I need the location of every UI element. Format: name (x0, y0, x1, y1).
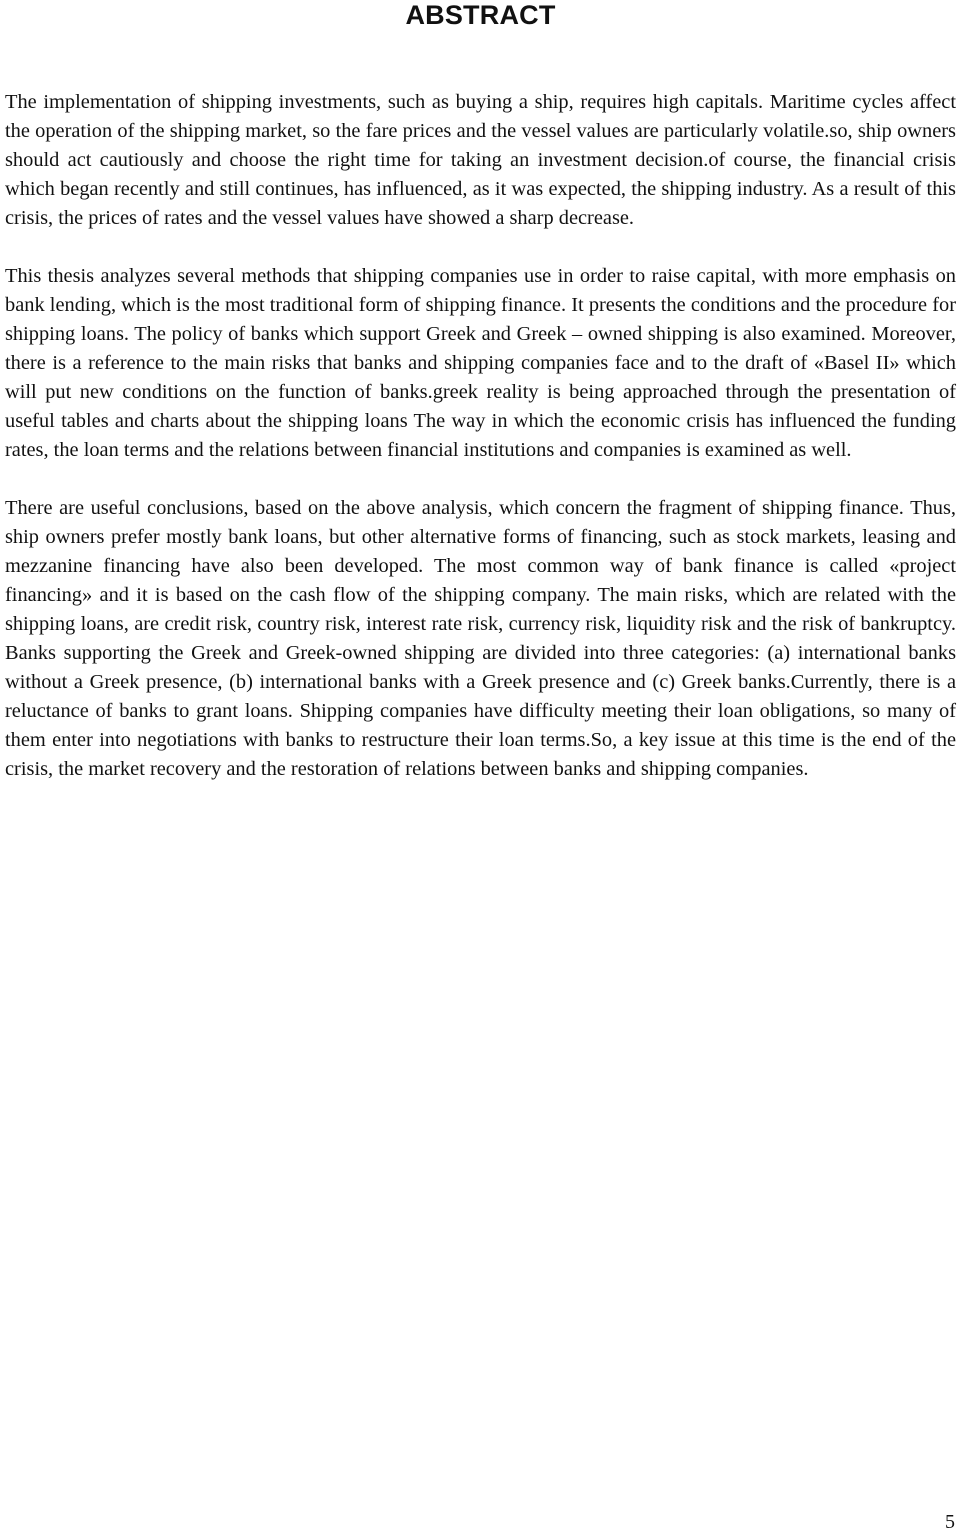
abstract-body (5, 88, 956, 784)
abstract-paragraph-2: This thesis analyzes several methods that shipping companies use in order to raise capital, with more emphasis on bank lending, which is the most traditional form of shipping finance. It presents the conditions and the procedure for shipping loans. The policy of banks which support Greek and Greek – owned shipping is also examined. Moreover, there is a reference to the main risks that banks and shipping companies face and to the draft of «Basel II» which will put new conditions on the function of banks.greek reality is being approached through the presentation of useful tables and charts about the shipping loans The way in which the economic crisis has influenced the funding rates, the loan terms and the relations between financial institutions and companies is examined as well. (5, 265, 956, 461)
page-title: ABSTRACT (405, 0, 556, 30)
abstract-paragraph-3: There are useful conclusions, based on the above analysis, which concern the fragment of shipping finance. Thus, ship owners prefer mostly bank loans, but other alternative forms of financing, such as stock markets, leasing and mezzanine financing have also been developed. The most common way of bank finance is called «project financing» and it is based on the cash flow of the shipping company. The main risks, which are related with the shipping loans, are credit risk, country risk, interest rate risk, currency risk, liquidity risk and the risk of bankruptcy. Banks supporting the Greek and Greek-owned shipping are divided into three categories: (a) international banks without a Greek presence, (b) international banks with a Greek presence and (c) Greek banks.Currently, there is a reluctance of banks to grant loans. Shipping companies have difficulty meeting their loan obligations, so many of them enter into negotiations with banks to restructure their loan terms.So, a key issue at this time is the end of the crisis, the market recovery and the restoration of relations between banks and shipping companies. (5, 497, 956, 780)
page-number: 5 (945, 1511, 955, 1533)
document-page (5, 0, 956, 813)
abstract-paragraph-1: The implementation of shipping investments, such as buying a ship, requires high capitals. Maritime cycles affect the operation of the shipping market, so the fare prices and the vessel values are particularly volatile.so, ship owners should act cautiously and choose the right time for taking an investment decision.of course, the financial crisis which began recently and still continues, has influenced, as it was expected, the shipping industry. As a result of this crisis, the prices of rates and the vessel values have showed a sharp decrease. (5, 91, 956, 229)
